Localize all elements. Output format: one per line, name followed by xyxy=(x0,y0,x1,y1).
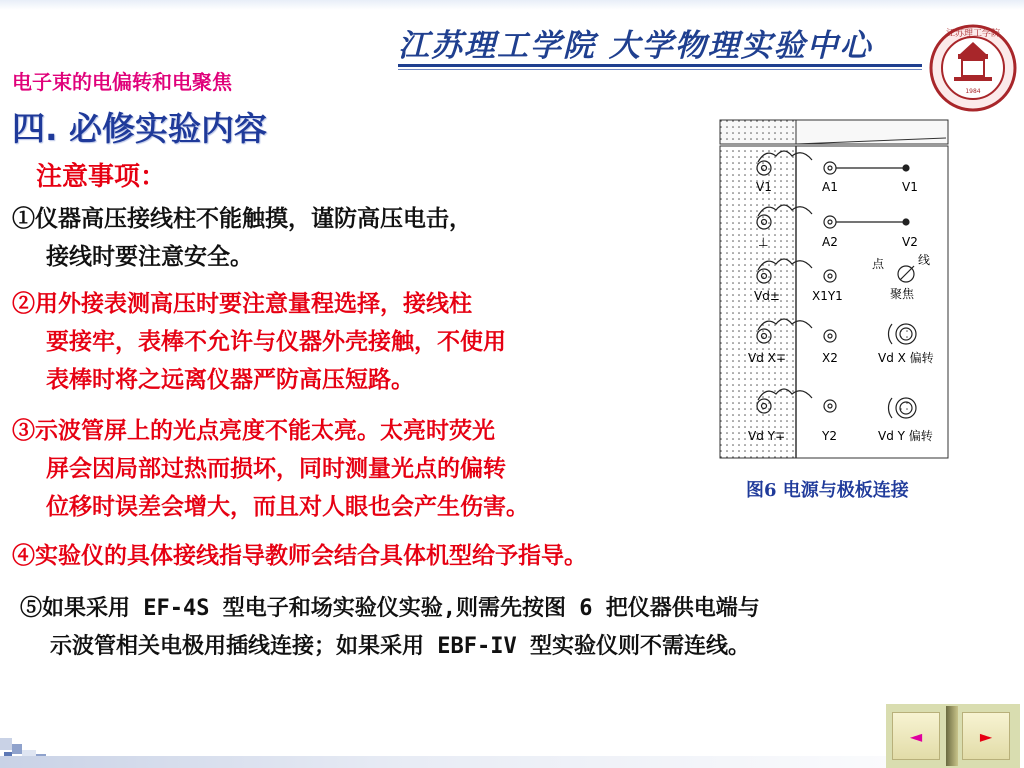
section-title: 四. 必修实验内容 xyxy=(12,109,268,148)
label-vdy-knob: Vd Y 偏转 xyxy=(878,429,933,443)
logo-year: 1984 xyxy=(965,88,981,95)
note-item-2 xyxy=(12,285,506,399)
label-v2: V2 xyxy=(902,235,918,249)
header-divider-thin xyxy=(398,69,922,70)
note-item-1 xyxy=(12,200,472,276)
next-slide-button[interactable] xyxy=(962,712,1010,760)
label-ground: ⊥ xyxy=(758,235,769,249)
institution-title: 江苏理工学院 大学物理实验中心 xyxy=(398,28,873,64)
figure-caption: 图6 电源与极板连接 xyxy=(746,480,909,501)
label-dian: 点 xyxy=(872,257,885,271)
note-line: ③示波管屏上的光点亮度不能太亮。太亮时荧光 xyxy=(12,417,495,444)
arrow-right-icon: ► xyxy=(979,726,993,746)
university-logo xyxy=(928,14,1018,122)
note-line: ②用外接表测高压时要注意量程选择，接线柱 xyxy=(12,290,472,317)
header-band xyxy=(0,0,1024,10)
label-y2: Y2 xyxy=(822,429,837,443)
note-line: 接线时要注意安全。 xyxy=(46,243,253,270)
note-line: ④实验仪的具体接线指导教师会结合具体机型给予指导。 xyxy=(12,542,587,569)
note-line: ⑤如果采用 EF-4S 型电子和场实验仪实验,则需先按图 6 把仪器供电端与 xyxy=(20,596,760,621)
note-line: 示波管相关电极用插线连接；如果采用 EBF-IV 型实验仪则不需连线。 xyxy=(50,634,750,659)
note-line: ①仪器高压接线柱不能触摸，谨防高压电击， xyxy=(12,205,472,232)
previous-slide-button[interactable] xyxy=(892,712,940,760)
wiring-diagram xyxy=(718,118,950,460)
navigation-divider xyxy=(946,706,958,766)
label-x1y1: X1Y1 xyxy=(812,289,843,303)
note-item-4 xyxy=(12,537,587,575)
note-line: 屏会因局部过热而损坏，同时测量光点的偏转 xyxy=(46,455,506,482)
note-line: 位移时误差会增大，而且对人眼也会产生伤害。 xyxy=(46,493,529,520)
label-vdx-knob: Vd X 偏转 xyxy=(878,351,934,365)
note-item-3 xyxy=(12,412,529,526)
logo-text: 江苏理工学院 xyxy=(945,29,1001,39)
arrow-left-icon: ◄ xyxy=(909,726,923,746)
note-item-5 xyxy=(20,590,760,666)
note-line: 表棒时将之远离仪器严防高压短路。 xyxy=(46,366,414,393)
label-focus: 聚焦 xyxy=(890,287,915,301)
course-title: 电子束的电偏转和电聚焦 xyxy=(12,70,232,94)
label-vd-pm: Vd± xyxy=(754,289,780,303)
label-vdx: Vd X∓ xyxy=(748,351,786,365)
bottom-bar xyxy=(0,756,1024,768)
header-divider xyxy=(398,64,922,67)
label-a2: A2 xyxy=(822,235,838,249)
label-vdy: Vd Y∓ xyxy=(748,429,786,443)
label-v1: V1 xyxy=(756,180,772,194)
label-v1-right: V1 xyxy=(902,180,918,194)
label-x2: X2 xyxy=(822,351,838,365)
label-xian: 线 xyxy=(918,253,931,267)
label-a1: A1 xyxy=(822,180,838,194)
notes-title: 注意事项： xyxy=(36,162,167,192)
note-line: 要接牢，表棒不允许与仪器外壳接触，不使用 xyxy=(46,328,506,355)
